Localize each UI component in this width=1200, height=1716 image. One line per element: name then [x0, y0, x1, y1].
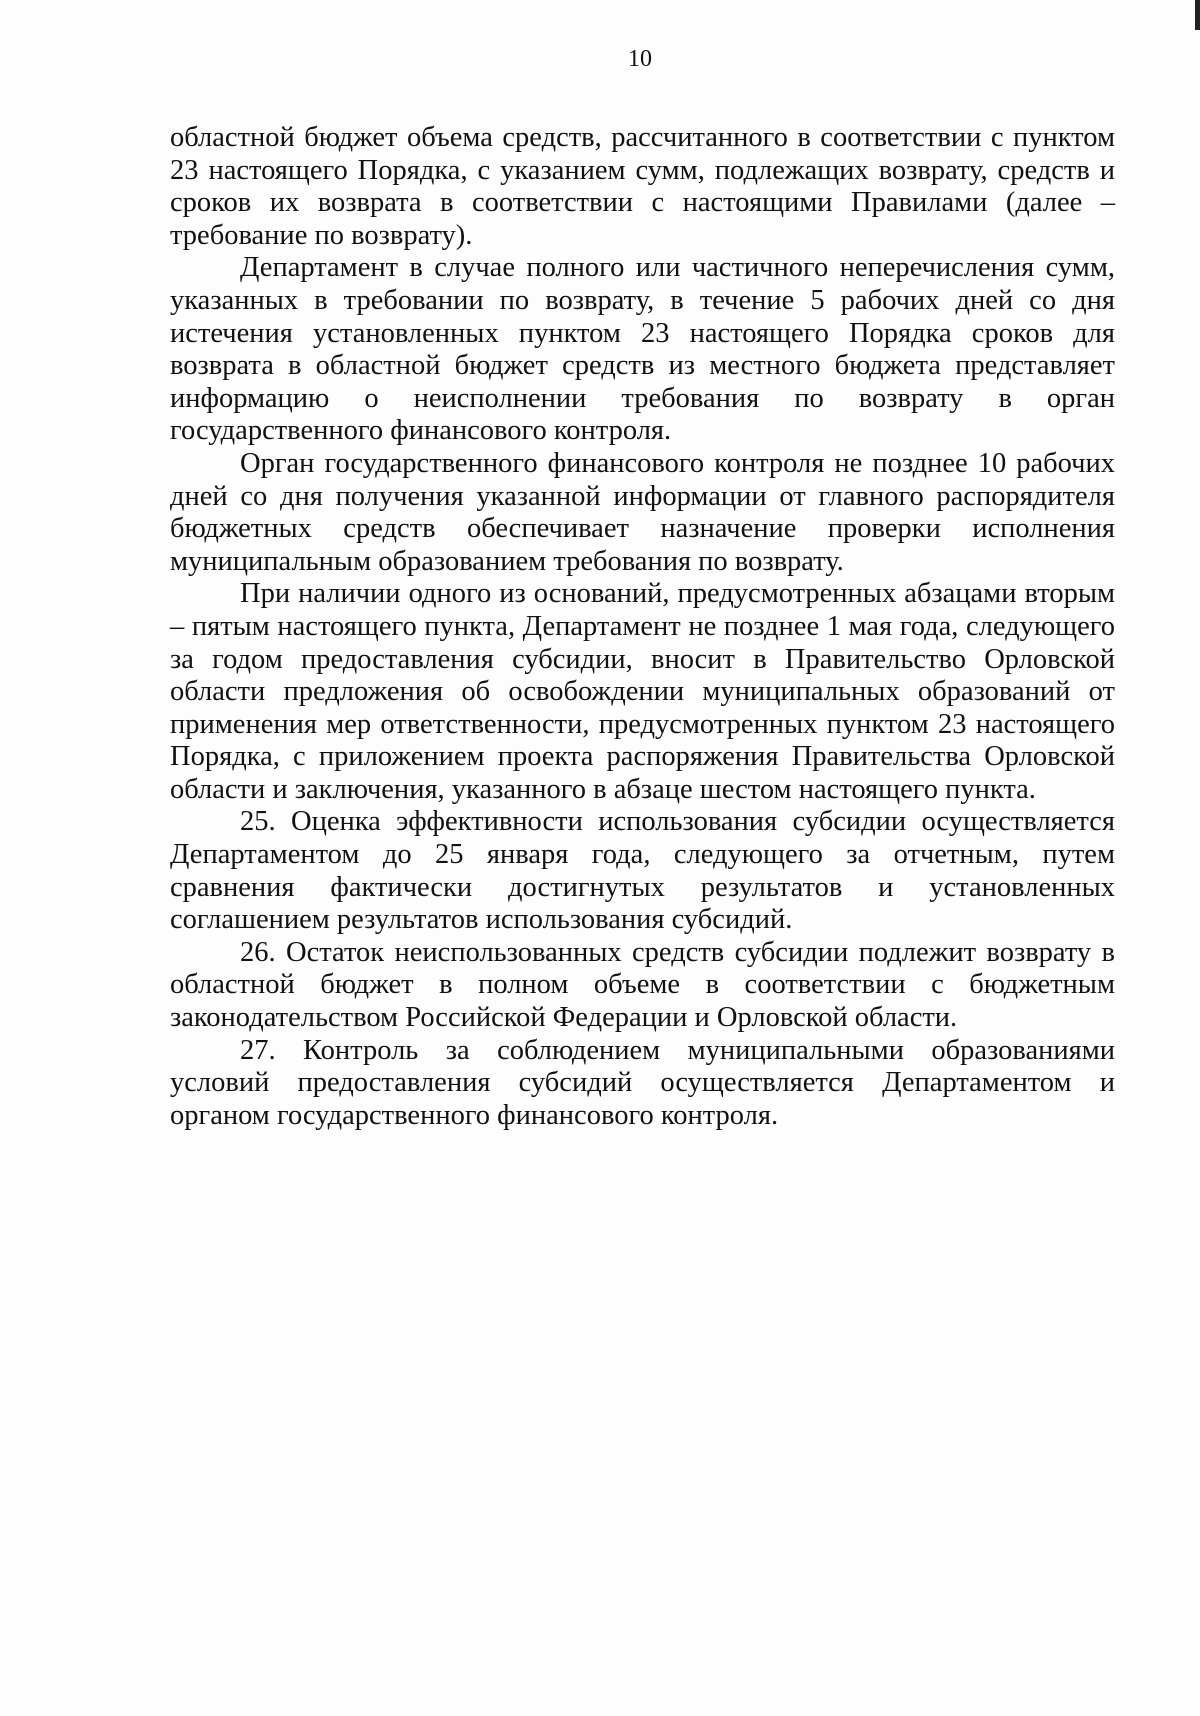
- paragraph-item-26: 26. Остаток неиспользованных средств субсидии подлежит возврату в областной бюджет в полном объеме в соответствии с бюджетным законодательством Российской Федерации и Орловской области.: [170, 936, 1115, 1034]
- paragraph-continuation: областной бюджет объема средств, рассчитанного в соответствии с пунктом 23 настоящего Порядка, с указанием сумм, подлежащих возврату, средств и сроков их возврата в соответствии с настоящими Правилами (далее – требование по возврату).: [170, 122, 1115, 251]
- scan-edge-mark: [1195, 0, 1200, 30]
- paragraph-item-25: 25. Оценка эффективности использования субсидии осуществляется Департаментом до 25 января года, следующего за отчетным, путем сравнения фактически достигнутых результатов и установленных соглашением результатов использования субсидий.: [170, 806, 1115, 936]
- paragraph-department-notice: Департамент в случае полного или частичного неперечисления сумм, указанных в требовании по возврату, в течение 5 рабочих дней со дня истечения установленных пунктом 23 настоящего Порядка сроков для возврата в областной бюджет средств из местного бюджета представляет информацию о неисполнении требования по возврату в орган государственного финансового контроля.: [170, 252, 1115, 447]
- document-body: [170, 122, 1115, 1132]
- paragraph-control-body-check: Орган государственного финансового контроля не позднее 10 рабочих дней со дня получения указанной информации от главного распорядителя бюджетных средств обеспечивает назначение проверки исполнения муниципальным образованием требования по возврату.: [170, 447, 1115, 577]
- paragraph-exemption-proposal: При наличии одного из оснований, предусмотренных абзацами вторым – пятым настоящего пункта, Департамент не позднее 1 мая года, следующего за годом предоставления субсидии, вносит в Правительство Орловской области предложения об освобождении муниципальных образований от применения мер ответственности, предусмотренных пунктом 23 настоящего Порядка, с приложением проекта распоряжения Правительства Орловской области и заключения, указанного в абзаце шестом настоящего пункта.: [170, 578, 1115, 805]
- paragraph-item-27: 27. Контроль за соблюдением муниципальными образованиями условий предоставления субсидий осуществляется Департаментом и органом государственного финансового контроля.: [170, 1034, 1115, 1131]
- page-number: 10: [628, 46, 652, 72]
